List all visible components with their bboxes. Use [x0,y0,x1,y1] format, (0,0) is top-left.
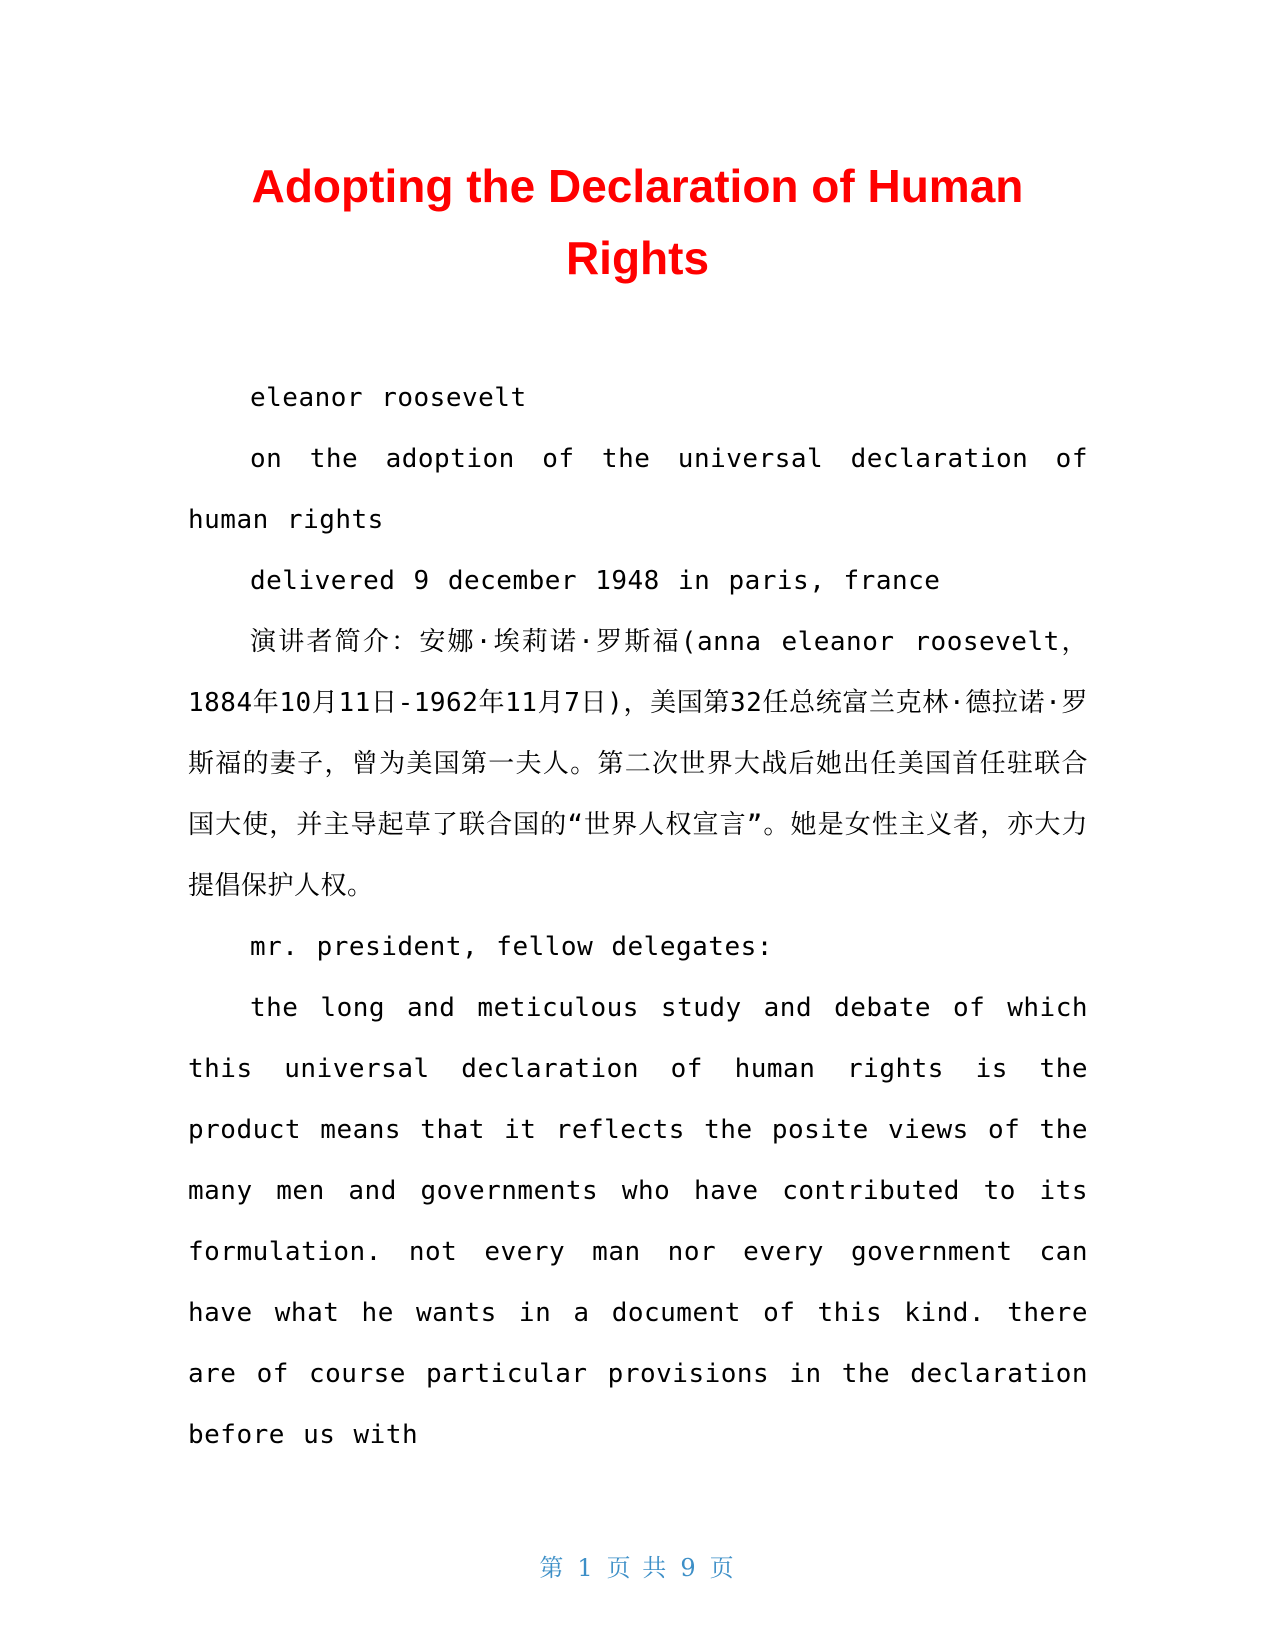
page-footer [0,1548,1275,1583]
paragraph-author: eleanor roosevelt [250,383,527,413]
footer-prefix: 第 [539,1554,566,1582]
paragraph-speaker-intro: 演讲者简介：安娜·埃莉诺·罗斯福(anna eleanor roosevelt，1884年10月11日-1962年11月7日)，美国第32任总统富兰克林·德拉诺·罗斯福的妻子，曾为美国第一夫人。第二次世界大战后她出任美国首任驻联合国大使，并主导起草了联合国的“世界人权宣言”。她是女性主义者，亦大力提倡保护人权。 [188,627,1088,901]
document-title: Adopting the Declaration of Human Rights [251,160,1024,284]
paragraph-speech-body: the long and meticulous study and debate of which this universal declaration of human rights is the product means that it reflects the posite views of the many men and governments who have contributed to its formulation. not every man nor every government can have what he wants in a document of this kind. there are of course particular provisions in the declaration before us with [188,993,1088,1450]
footer-total-pages: 9 [680,1554,698,1582]
paragraph-subject: on the adoption of the universal declaration of human rights [188,444,1088,535]
footer-current-page: 1 [577,1554,595,1582]
footer-mid: 页 共 [606,1554,669,1582]
paragraph-salutation: mr. president, fellow delegates: [250,932,773,962]
footer-suffix: 页 [709,1554,736,1582]
paragraph-delivery: delivered 9 december 1948 in paris, france [250,566,941,596]
document-body [188,368,1088,1466]
